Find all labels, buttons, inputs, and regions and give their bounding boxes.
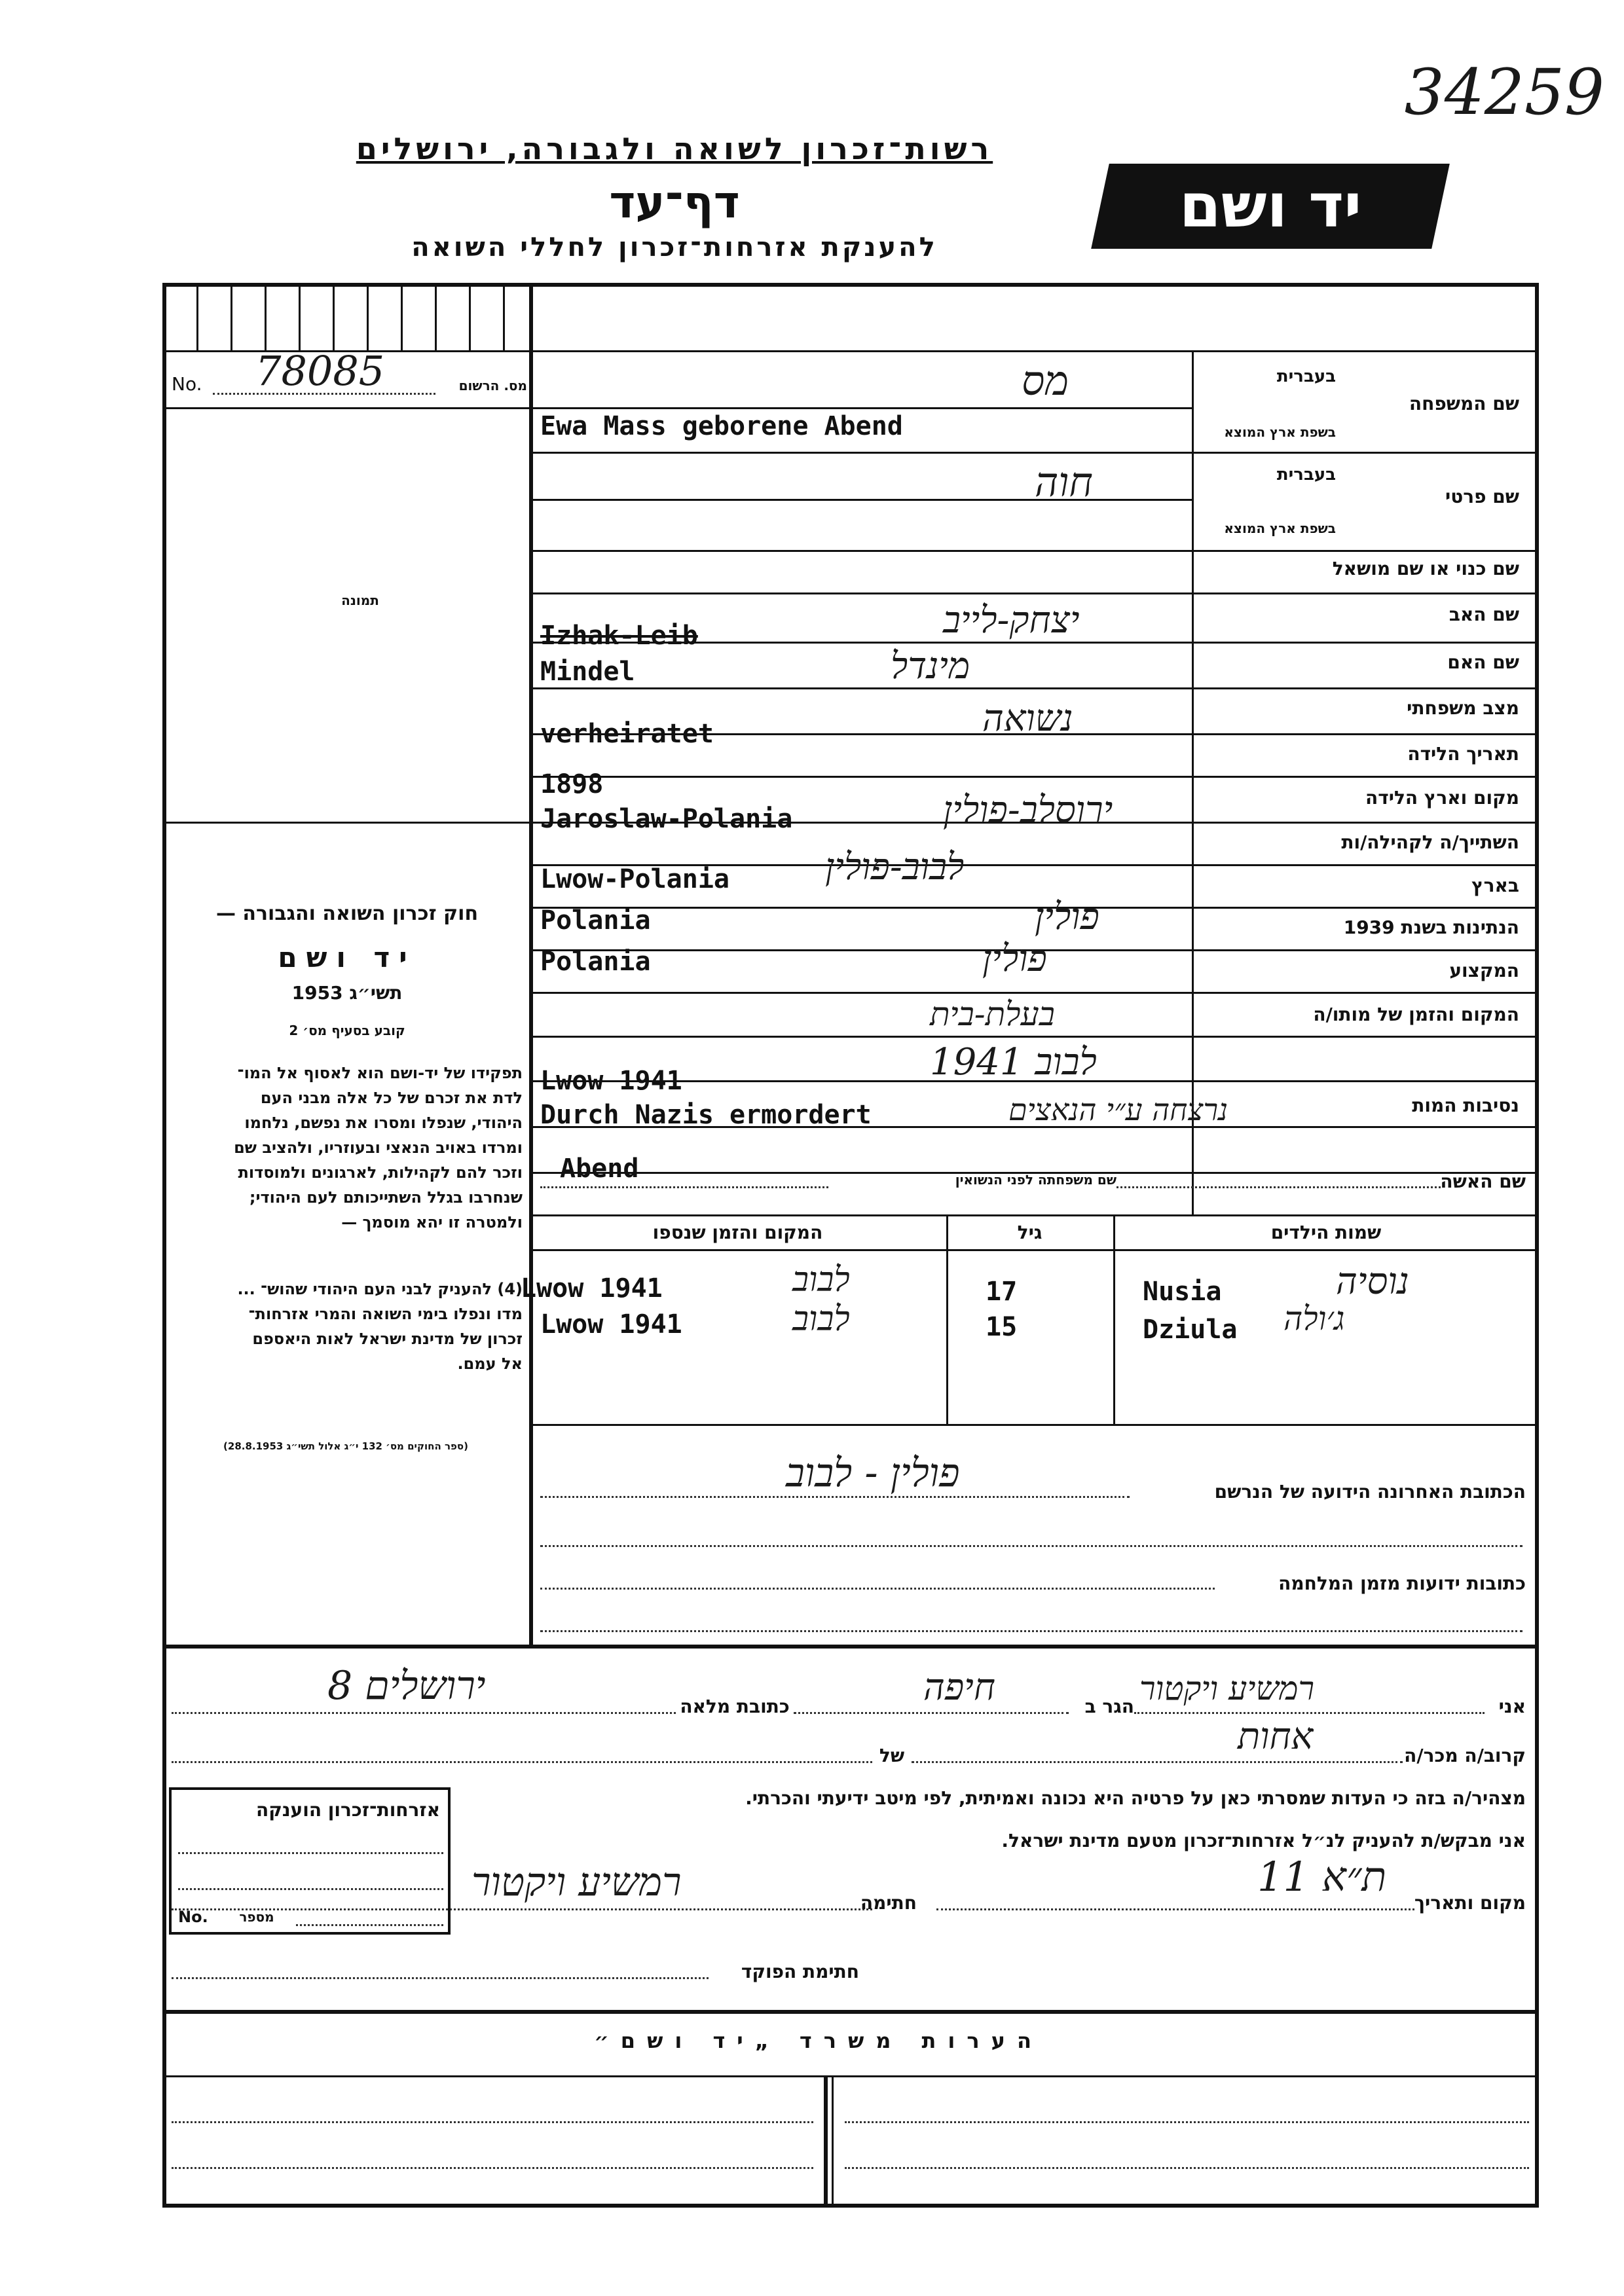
registration-number: 78085 bbox=[255, 347, 385, 395]
authority-heading: רשות־זכרון לשואה ולגבורה, ירושלים bbox=[356, 131, 993, 166]
last-address-hand: פולין - לבוב bbox=[786, 1450, 960, 1496]
law-year: תשי״ג 1953 bbox=[291, 982, 403, 1004]
child-2-place-hand: לבוב bbox=[792, 1300, 850, 1339]
law-clause-ref: קובע בסעיף מס׳ 2 bbox=[289, 1023, 405, 1038]
nickname-label: שם כנוי או שם מושאל bbox=[1332, 558, 1519, 579]
child-1-place-typed: Lwow 1941 bbox=[521, 1273, 663, 1303]
law-paragraph-2: (4) להעניק לבני העם היהודי שהוש־ ... מדו ונפלו בימי השואה והמרי אזרחות־ זכרון של מדינת ישראל לאות היאספם אל עמם. bbox=[237, 1280, 523, 1373]
archive-number: 34259 bbox=[1404, 56, 1604, 129]
full-address-label: כתובת מלאה bbox=[680, 1696, 790, 1717]
registration-label: מס. הרשום bbox=[458, 378, 527, 393]
i-label: אני bbox=[1498, 1696, 1526, 1717]
child-1-age: 17 bbox=[986, 1277, 1018, 1307]
declarant-city-hand: חיפה bbox=[923, 1666, 995, 1709]
certificate-title: אזרחות־זכרון הוענקה bbox=[256, 1799, 440, 1821]
citizenship-label: הנתינות בשנת 1939 bbox=[1343, 917, 1519, 938]
citizenship-typed-value: Polania bbox=[540, 947, 651, 977]
mother-typed-value: Mindel bbox=[540, 657, 635, 687]
community-typed-value: Lwow-Polania bbox=[540, 864, 729, 894]
community-hand-value: לבוב-פולין bbox=[825, 846, 965, 888]
wife-label: שם האשה bbox=[1440, 1171, 1526, 1192]
marital-hand-value: נשואה bbox=[982, 697, 1073, 740]
profession-label: המקצוע bbox=[1449, 960, 1519, 981]
birthplace-label: מקום וארץ הלידה bbox=[1365, 787, 1519, 809]
birthdate-typed-value: 1898 bbox=[540, 769, 604, 799]
country-typed-value: Polania bbox=[540, 905, 651, 936]
birthplace-typed-value: Jaroslaw-Polania bbox=[540, 804, 793, 834]
death-place-label: המקום והזמן של מותו/ה bbox=[1313, 1004, 1519, 1025]
birthdate-label: תאריך הלידה bbox=[1407, 743, 1519, 765]
officer-signature-label: חתימת הפוקד bbox=[741, 1961, 859, 1982]
death-circumstances-hand-value: נרצחה ע״י הנאצים bbox=[1008, 1092, 1228, 1127]
maiden-name-label: שם משפחתה לפני הנשואין bbox=[955, 1172, 1116, 1188]
certificate-number-label: מספר bbox=[239, 1909, 274, 1925]
logo-text: יד ושם bbox=[1179, 171, 1362, 241]
yad-vashem-logo bbox=[1091, 164, 1450, 249]
certificate-box bbox=[169, 1787, 451, 1935]
law-title-2: יד ושם bbox=[278, 941, 416, 974]
mother-hand-value: מינדל bbox=[891, 645, 970, 687]
child-1-name-hand: נוסיה bbox=[1336, 1260, 1409, 1303]
country-label: בארץ bbox=[1471, 875, 1519, 896]
law-citation: (ספר החוקים מס׳ 132 י״ג אלול תשי״ג 28.8.1953) bbox=[223, 1440, 468, 1452]
statement-truth: מצהיר/ה בזה כי העדות שמסרתי כאן על פרטיה היא נכונה ואמיתית, לפי מיטב ידיעתי והכרתי. bbox=[745, 1787, 1526, 1809]
office-notes-title: הערות משרד „יד ושם״ bbox=[594, 2028, 1043, 2053]
resides-label: הגר ב bbox=[1084, 1696, 1134, 1717]
certificate-no-label: No. bbox=[178, 1908, 208, 1926]
surname-hebrew-value: מס bbox=[1022, 357, 1069, 405]
community-label: השתייך/ה לקהילה/ות bbox=[1341, 831, 1519, 853]
declarant-address-hand: ירושלים 8 bbox=[327, 1663, 486, 1709]
photo-label: תמונה bbox=[341, 592, 379, 608]
hebrew-label-firstname: בעברית bbox=[1276, 465, 1336, 484]
surname-label: שם המשפחה bbox=[1409, 393, 1519, 414]
registration-no-label: No. bbox=[172, 373, 202, 395]
death-circumstances-label: נסיבות המות bbox=[1412, 1095, 1519, 1116]
law-paragraph-1: תפקידו של יד-ושם הוא לאסוף אל המו־ לדת את זכרם של כל אלה מבני העם היהודי, שנפלו ומסרו את נפשם, נלחמו ומרדו באויב הנאצי ובעוזריו, ולהציב שם וזכר להם לקהילות, לארגונים ולמוסדות שנחרבו בגלל השתייכותם לעם היהודי; ולמטרה זו יהא מוסמך — bbox=[234, 1064, 523, 1231]
origin-lang-label-surname: בשפת ארץ המוצא bbox=[1224, 424, 1336, 440]
relative-label: קרוב/ה מכר/ה bbox=[1404, 1745, 1526, 1766]
children-age-header: גיל bbox=[1017, 1222, 1043, 1243]
relation-hand: אחות bbox=[1238, 1715, 1314, 1758]
child-1-place-hand: לבוב bbox=[792, 1260, 850, 1300]
signature-label: חתימה bbox=[860, 1892, 917, 1914]
child-2-age: 15 bbox=[986, 1312, 1018, 1342]
maiden-name-value: Abend bbox=[560, 1154, 639, 1184]
marital-label: מצב משפחתי bbox=[1407, 697, 1519, 719]
firstname-label: שם פרטי bbox=[1445, 486, 1519, 507]
citizenship-hand-value: פולין bbox=[982, 938, 1047, 980]
mother-label: שם האם bbox=[1447, 651, 1519, 673]
origin-lang-label-firstname: בשפת ארץ המוצא bbox=[1224, 520, 1336, 536]
children-place-header: המקום והזמן שנספו bbox=[652, 1222, 823, 1243]
of-label: של bbox=[879, 1745, 905, 1766]
father-hand-value: יצחק-לייב bbox=[943, 599, 1080, 642]
children-names-header: שמות הילדים bbox=[1270, 1222, 1382, 1243]
signature-hand: רמשיע ויקטור bbox=[471, 1859, 682, 1905]
child-2-name-typed: Dziula bbox=[1143, 1315, 1238, 1345]
father-typed-value: Izhak-Leib bbox=[540, 621, 698, 651]
death-circumstances-typed-value: Durch Nazis ermordert bbox=[540, 1100, 872, 1130]
form-subtitle: להענקת אזרחות־זכרון לחללי השואה bbox=[411, 232, 938, 263]
wartime-address-label: כתובות ידועות מזמן המלחמה bbox=[1278, 1573, 1526, 1594]
child-1-name-typed: Nusia bbox=[1143, 1277, 1222, 1307]
declarant-name-hand: רמשיע ויקטור bbox=[1139, 1669, 1315, 1707]
place-date-label: מקום ותאריך bbox=[1414, 1892, 1526, 1914]
firstname-hebrew-value: חוה bbox=[1035, 458, 1093, 506]
child-2-name-hand: ג׳ולה bbox=[1283, 1300, 1345, 1338]
hebrew-label-surname: בעברית bbox=[1276, 367, 1336, 386]
last-address-label: הכתובת האחרונה הידועה של הנרשם bbox=[1214, 1481, 1526, 1503]
birthplace-hand-value: ירוסלב-פולין bbox=[943, 789, 1113, 831]
marital-typed-value: verheiratet bbox=[540, 719, 714, 749]
law-title-1: חוק זכרון השואה והגבורה — bbox=[215, 902, 479, 925]
statement-request: אני מבקש/ת להעניק לנ״ל אזרחות־זכרון מטעם מדינת ישראל. bbox=[1001, 1830, 1526, 1851]
profession-hand-value: בעלת-בית bbox=[930, 995, 1055, 1033]
death-place-typed-value: Lwow 1941 bbox=[540, 1066, 682, 1096]
father-label: שם האב bbox=[1449, 604, 1519, 625]
place-date-hand: ת״א 11 bbox=[1257, 1853, 1387, 1901]
country-hand-value: פולין bbox=[1035, 896, 1099, 938]
death-place-hand-value: לבוב 1941 bbox=[930, 1041, 1097, 1084]
child-2-place-typed: Lwow 1941 bbox=[540, 1309, 682, 1339]
form-title: דף־עד bbox=[609, 177, 740, 228]
surname-origin-value: Ewa Mass geborene Abend bbox=[540, 411, 903, 441]
